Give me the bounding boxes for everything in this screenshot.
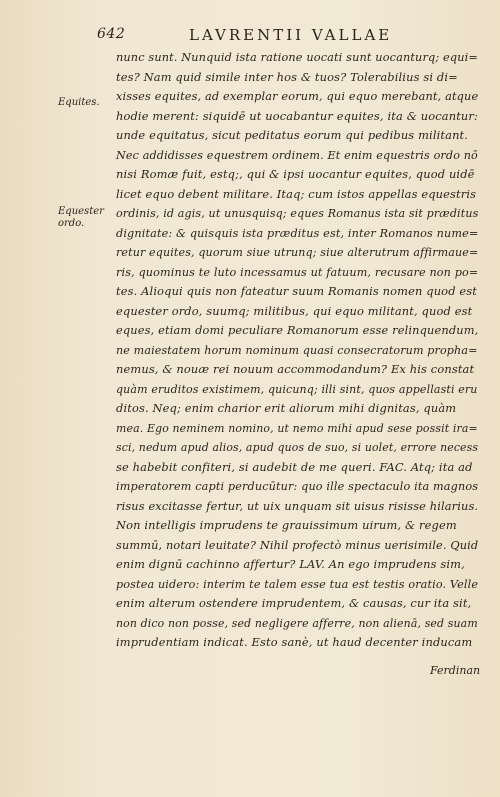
text-line: nisi Romæ fuit, estq;, qui & ipsi uocantur equites, quod uidē: [116, 167, 475, 181]
text-line: Non intelligis imprudens te grauissimum uirum, & regem: [116, 518, 457, 532]
text-line: summū, notari leuitate? Nihil profectò minus uerisimile. Quid: [116, 537, 479, 552]
margin-note-equester-ordo: Equester ordo.: [58, 206, 104, 229]
text-line: nemus, & nouæ rei nouum accommodandum? Ex his constat: [116, 362, 475, 376]
text-line: nunc sunt. Nunquid ista ratione uocati sunt uocanturq; equi=: [116, 50, 478, 64]
text-line: postea uidero: interim te talem esse tua est testis oratio. Velle: [116, 576, 479, 591]
text-line: equester ordo, suumq; militibus, qui equo militant, quod est: [116, 303, 473, 318]
text-line: ne maiestatem horum nominum quasi consecratorum propha=: [116, 342, 478, 357]
text-line: ditos. Neq; enim charior erit aliorum mihi dignitas, quàm: [116, 401, 457, 415]
text-line: hodie merent: siquidē ut uocabantur equites, ita & uocantur:: [116, 108, 479, 123]
text-line: Nec addidisses equestrem ordinem. Et enim equestris ordo nō: [116, 147, 478, 162]
text-line: enim dignū cachinno affertur? LAV. An ego imprudens sim,: [116, 557, 465, 571]
text-line: retur equites, quorum siue utrunq; siue alterutrum affirmaue=: [116, 245, 479, 259]
text-line: dignitate: & quisquis ista præditus est, inter Romanos nume=: [116, 225, 479, 240]
margin-note-equites: Equites.: [58, 97, 100, 108]
text-line: tes. Alioqui quis non fateatur suum Romanis nomen quod est: [116, 284, 478, 298]
text-line: se habebit confiteri, si audebit de me queri. FAC. Atq; ita ad: [116, 459, 473, 474]
text-line: licet equo debent militare. Itaq; cum istos appellas equestris: [116, 186, 477, 201]
body-text: [116, 48, 479, 653]
text-line: ordinis, id agis, ut unusquisq; eques Romanus ista sit præditus: [116, 206, 479, 220]
text-line: ris, quominus te luto incessamus ut fatuum, recusare non po=: [116, 264, 479, 279]
text-line: non dico non posse, sed negligere afferre, non alienā, sed suam: [116, 615, 478, 630]
text-line: imperatorem capti perducūtur: quo ille spectaculo ita magnos: [116, 479, 479, 493]
text-line: quàm eruditos existimem, quicunq; illi sint, quos appellasti eru: [116, 381, 478, 396]
text-line: mea. Ego neminem nomino, ut nemo mihi apud sese possit ira=: [116, 420, 478, 435]
text-line: enim alterum ostendere imprudentem, & causas, cur ita sit,: [116, 596, 472, 610]
page-header: [97, 26, 477, 48]
running-head: LAVRENTII VALLAE: [189, 26, 393, 44]
text-line: risus excitasse fertur, ut uix unquam sit uisus risisse hilarius.: [116, 498, 479, 513]
text-line: unde equitatus, sicut peditatus eorum qui pedibus militant.: [116, 128, 469, 142]
text-line: eques, etiam domi peculiare Romanorum esse relinquendum,: [116, 323, 479, 337]
page-number: 642: [97, 26, 126, 42]
text-line: imprudentiam indicat. Esto sanè, ut haud decenter inducam: [116, 635, 473, 649]
text-line: sci, nedum apud alios, apud quos de suo, si uolet, errore necess: [116, 440, 479, 454]
text-line: xisses equites, ad exemplar eorum, qui equo merebant, atque: [116, 89, 479, 103]
text-line: tes? Nam quid simile inter hos & tuos? Tolerabilius si di=: [116, 69, 458, 84]
catchword: Ferdinan: [430, 664, 481, 677]
